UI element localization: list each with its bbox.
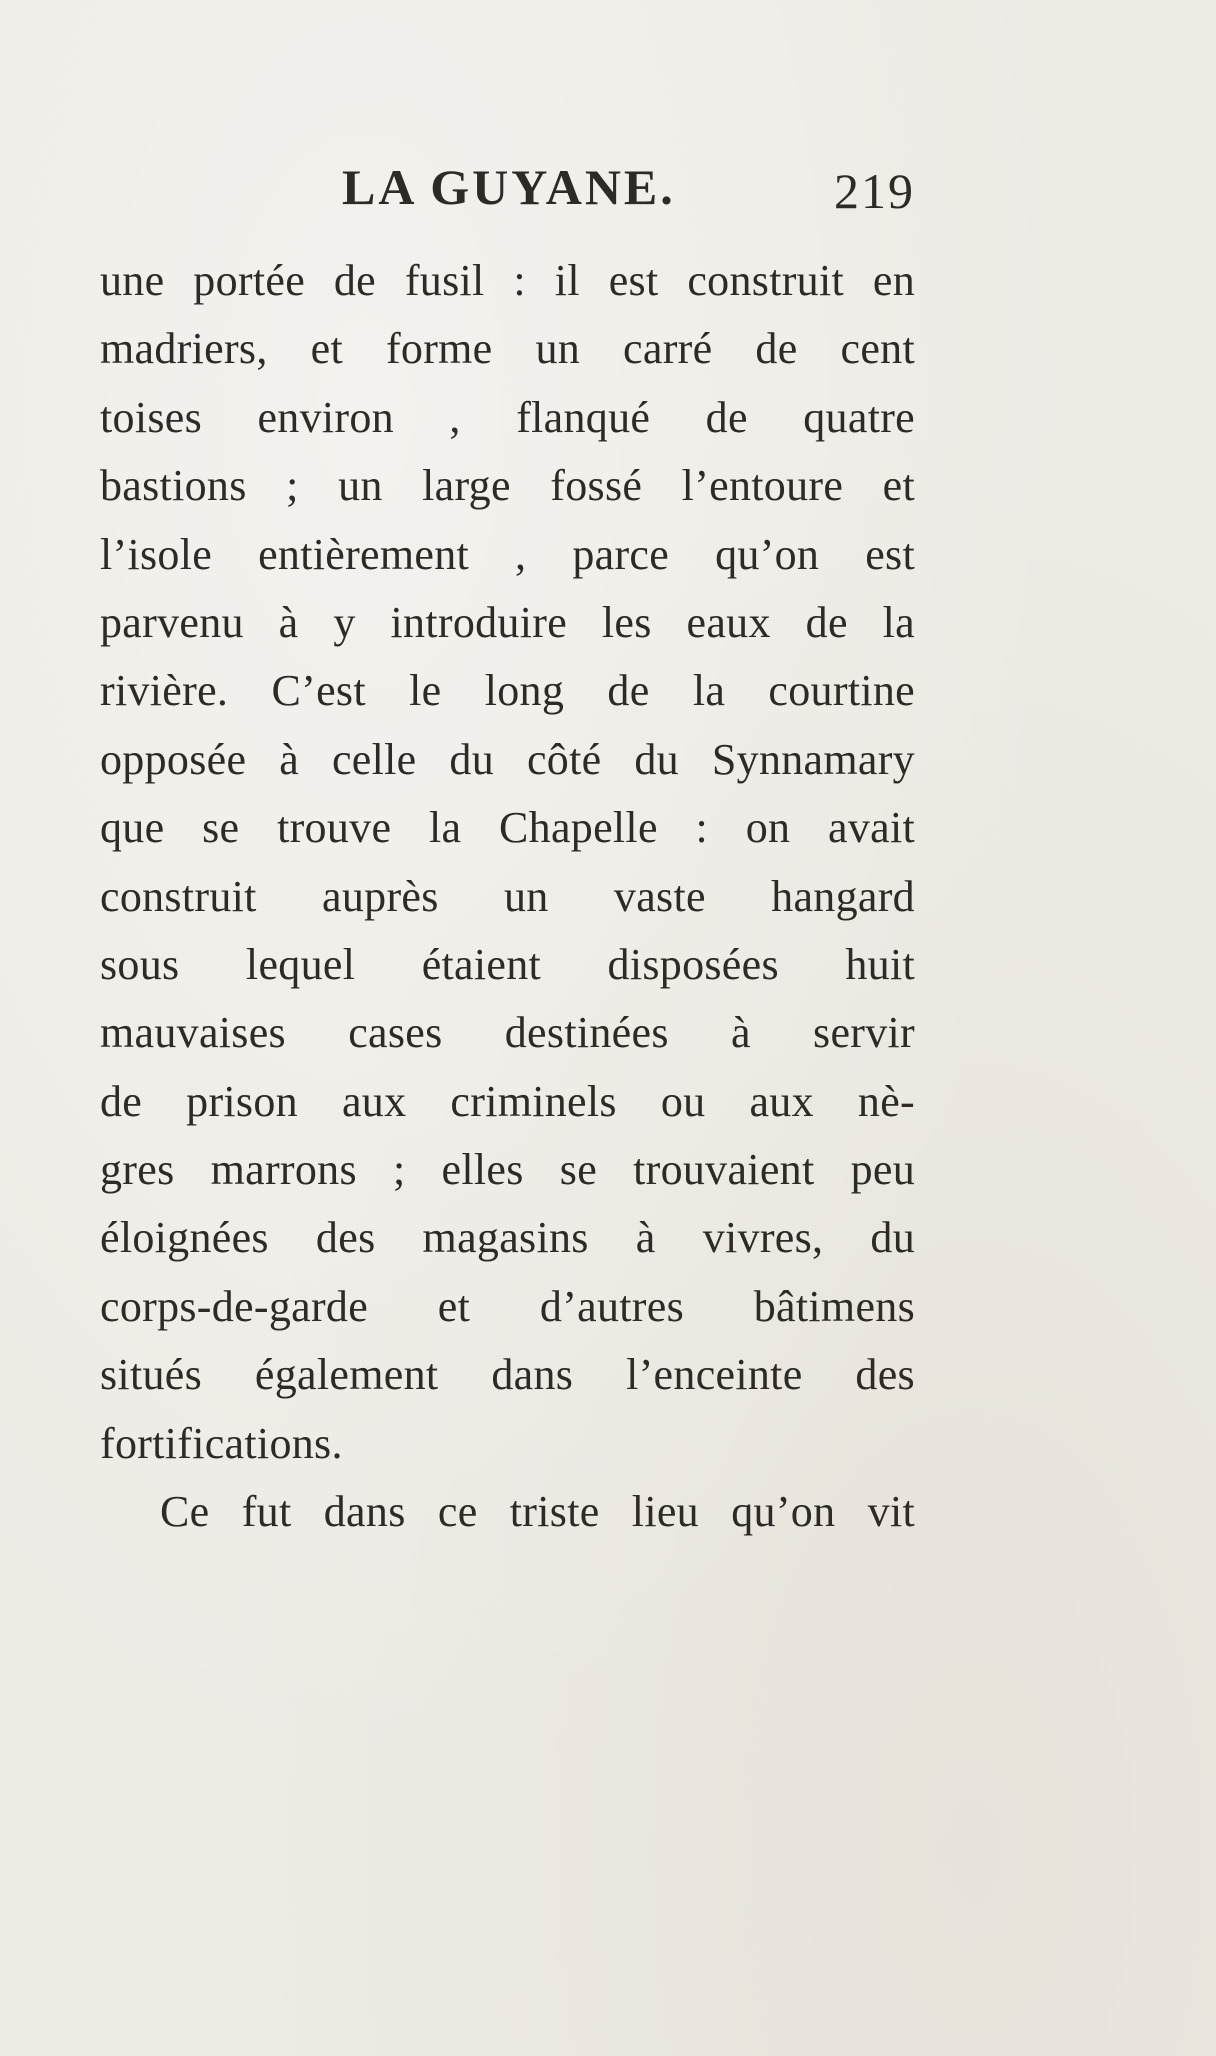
- text-line: opposée à celle du côté du Synnamary: [100, 734, 915, 784]
- text-line: construit auprès un vaste hangard: [100, 871, 915, 921]
- text-line: madriers, et forme un carré de cent: [100, 324, 915, 374]
- text-line: de prison aux criminels ou aux nè-: [100, 1076, 915, 1126]
- text-line: toises environ , flanqué de quatre: [100, 392, 915, 442]
- text-line: situés également dans l’enceinte des: [100, 1350, 915, 1400]
- text-line: parvenu à y introduire les eaux de la: [100, 597, 915, 647]
- body-text: [100, 247, 915, 1546]
- text-line: une portée de fusil : il est construit en: [100, 256, 915, 305]
- text-line: rivière. C’est le long de la courtine: [100, 666, 915, 716]
- page-number: 219: [834, 163, 915, 219]
- text-line: corps-de-garde et d’autres bâtimens: [100, 1281, 915, 1331]
- text-line: l’isole entièrement , parce qu’on est: [100, 529, 915, 579]
- text-line: Ce fut dans ce triste lieu qu’on vit: [160, 1487, 915, 1537]
- text-line: gres marrons ; elles se trouvaient peu: [100, 1145, 915, 1195]
- text-line: éloignées des magasins à vivres, du: [100, 1213, 915, 1263]
- text-line: fortifications.: [100, 1418, 343, 1468]
- text-line: sous lequel étaient disposées huit: [100, 939, 915, 989]
- page-header: [100, 158, 915, 218]
- text-line: bastions ; un large fossé l’entoure et: [100, 461, 915, 511]
- text-line: mauvaises cases destinées à servir: [100, 1008, 915, 1058]
- running-head: LA GUYANE.: [342, 159, 676, 215]
- text-line: que se trouve la Chapelle : on avait: [100, 803, 915, 853]
